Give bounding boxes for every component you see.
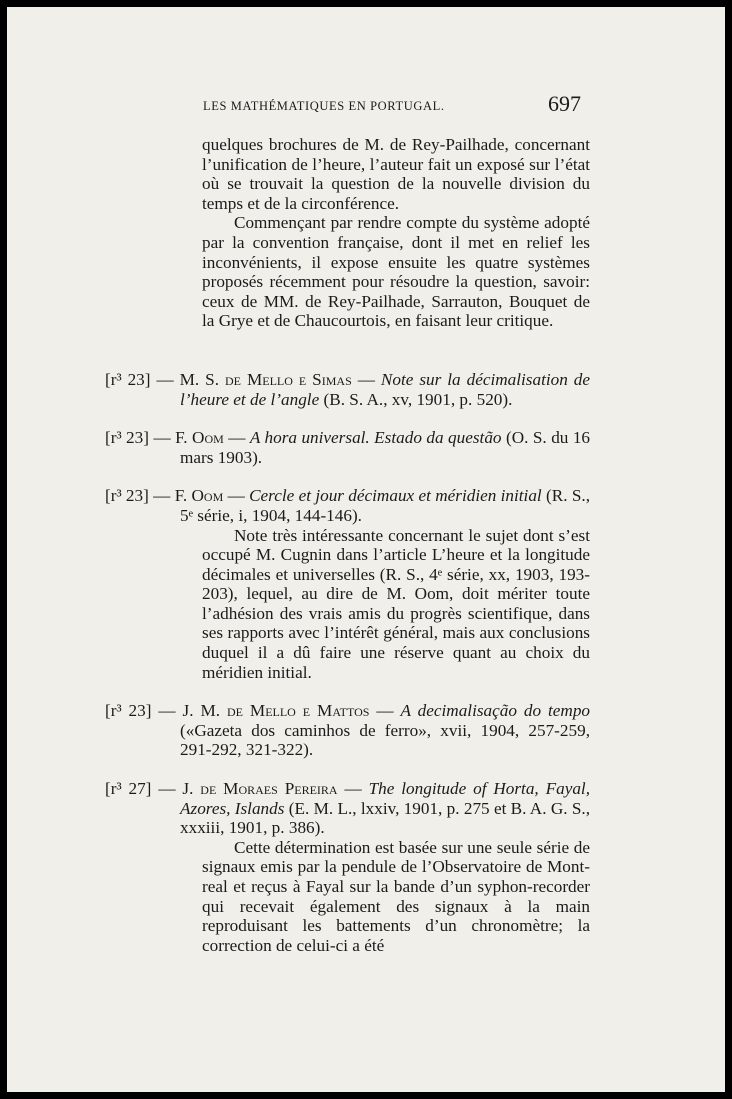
entry-ref: [r³ 23] [105,428,149,448]
entry-author: F. Oom [174,486,224,506]
entry-author: F. Oom [175,428,224,448]
entry-title: A hora universal. Estado da questão [249,428,502,448]
entry-author: J. de Moraes Pereira [182,779,338,799]
entry-note [105,838,590,956]
entry-note-text: Note très intéressante concernant le sujet dont s’est occupé M. Cugnin dans l’article L’heure et la longitude décimales et universelles (R. S., 4ᵉ série, xx, 1903, 193-203), lequel, au dire de M. Oom, doit mériter toute l’adhésion des vrais amis du progrès scientifique, dans ses rapports avec l’intérêt général, mais aux conclusions duquel il a dû faire une réserve quant au choix du méridien initial. [202,525,590,682]
running-header [203,91,587,119]
entry-title: Note sur la décimalisation de l’heure et de l’angle [180,369,591,409]
bibliography-entry: [r³ 23] — J. M. de Mello e Mattos — A decimalisação do tempo («Gazeta dos caminhos de ferro», xvii, 1904, 257-259, 291-292, 321-322). [105,701,591,760]
entry-source: («Gazeta dos caminhos de ferro», xvii, 1904, 257-259, 291-292, 321-322). [180,720,590,760]
bibliography-entry: [r³ 23] — F. Oom — A hora universal. Estado da questão (O. S. du 16 mars 1903). [105,428,591,467]
entry-title: The longitude of Horta, Fayal, Azores, Islands [180,779,591,818]
page [7,7,725,1092]
entry-ref: [r³ 23] [105,701,152,721]
entry-source: (B. S. A., xv, 1901, p. 520). [323,389,513,409]
entry-ref: [r³ 27] [105,779,152,799]
entry-author: J. M. de Mello e Mattos [182,701,370,721]
entry-author: M. S. de Mello e Simas [179,369,352,389]
bibliography-entry: [r³ 23] — F. Oom — Cercle et jour décimaux et méridien initial (R. S., 5ᵉ série, i, 1904, 144-146). [105,486,591,525]
bibliography-entry: [r³ 27] — J. de Moraes Pereira — The longitude of Horta, Fayal, Azores, Islands (E. M. L., lxxiv, 1901, p. 275 et B. A. G. S., xxxiii, 1901, p. 386). [105,779,591,838]
entry-note-text: Cette détermination est basée sur une seule série de signaux emis par la pendule de l’Observatoire de Mont-real et reçus à Fayal sur la bande d’un syphon-recorder qui recevait également des signaux à la main reproduisant les battements d’un chronomètre; la correction de celui-ci a été [202,837,590,955]
entry-source: (R. S., 5ᵉ série, i, 1904, 144-146). [180,486,591,525]
entry-title: Cercle et jour décimaux et méridien initial [249,486,542,506]
bibliography-entry: [r³ 23] — M. S. de Mello e Simas — Note sur la décimalisation de l’heure et de l’angle (B. S. A., xv, 1901, p. 520). [105,369,591,409]
running-title: LES MATHÉMATIQUES EN PORTUGAL. [203,99,445,113]
intro-section [105,135,590,331]
entry-note [105,526,590,683]
entry-source: (O. S. du 16 mars 1903). [180,428,591,467]
intro-paragraph-2: Commençant par rendre compte du système adopté par la convention française, dont il met en relief les inconvénients, il expose ensuite les quatre systèmes proposés récemment pour résoudre la question, savoir: ceux de MM. de Rey-Pailhade, Sarrauton, Bouquet de la Grye et de Chaucourtois, en faisant leur critique. [202,213,590,331]
body-text [105,135,590,955]
intro-paragraph-1: quelques brochures de M. de Rey-Pailhade, concernant l’unification de l’heure, l’auteur fait un exposé sur l’état où se trouvait la question de la nouvelle division du temps et de la circonférence. [202,135,590,213]
entry-title: A decimalisação do tempo [400,701,591,721]
page-number: 697 [548,91,581,116]
entry-ref: [r³ 23] [105,486,149,506]
page-content [7,7,725,1092]
entry-ref: [r³ 23] [105,369,151,389]
entry-source: (E. M. L., lxxiv, 1901, p. 275 et B. A. G. S., xxxiii, 1901, p. 386). [180,798,590,838]
